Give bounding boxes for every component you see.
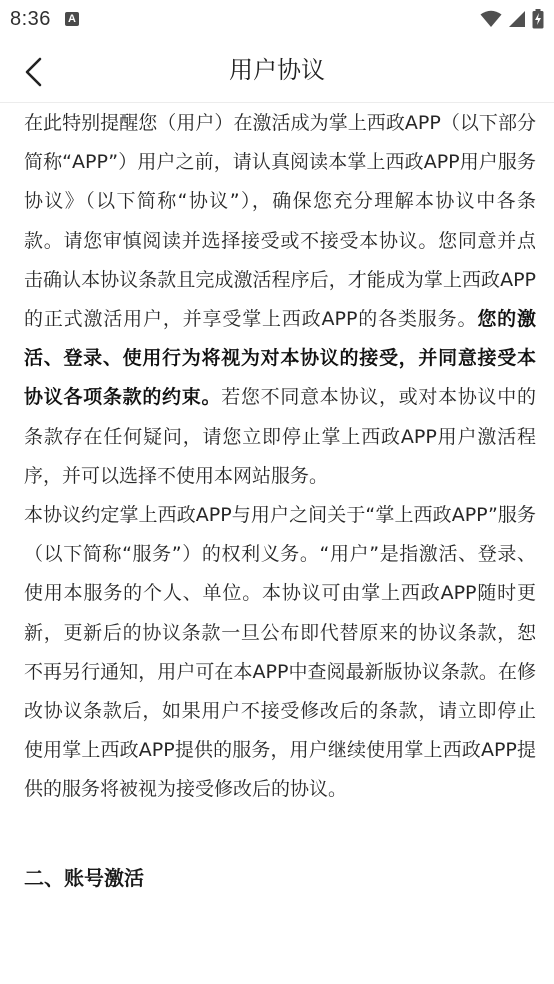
agreement-paragraph-1-tail: 若您不同意本协议，或对本协议中的条款存在任何疑问，请您立即停止掌上西政APP用户激活程序，并可以选择不使用本网站服务。: [24, 386, 536, 487]
agreement-content[interactable]: [24, 104, 536, 984]
agreement-paragraph-2: 本协议约定掌上西政APP与用户之间关于“掌上西政APP”服务（以下简称“服务”）的权利义务。“用户”是指激活、登录、使用本服务的个人、单位。本协议可由掌上西政APP随时更新，更新后的协议条款一旦公布即代替原来的协议条款，恕不再另行通知，用户可在本APP中查阅最新版协议条款。在修改协议条款后，如果用户不接受修改后的条款，请立即停止使用掌上西政APP提供的服务，用户继续使用掌上西政APP提供的服务将被视为接受修改后的协议。: [24, 504, 536, 801]
a-notification-icon: [65, 12, 79, 26]
back-button[interactable]: [14, 52, 54, 92]
section-heading-account-activation: 二、账号激活: [24, 865, 144, 890]
page-title: 用户协议: [229, 56, 325, 84]
agreement-bold-statement: 您的激活、登录、使用行为将视为对本协议的接受，并同意接受本协议各项条款的约束。: [24, 308, 536, 409]
cell-signal-icon: [508, 10, 526, 28]
agreement-paragraph-1-text: 在此特别提醒您（用户）在激活成为掌上西政APP（以下部分简称“APP”）用户之前，请认真阅读本掌上西政APP用户服务协议》（以下简称“协议”），确保您充分理解本协议中各条款。请您审慎阅读并选择接受或不接受本协议。您同意并点击确认本协议条款且完成激活程序后，才能成为掌上西政APP的正式激活用户，并享受掌上西政APP的各类服务。: [24, 112, 536, 331]
chevron-left-icon: [23, 57, 45, 87]
wifi-icon: [480, 10, 502, 28]
app-header: [0, 38, 554, 103]
agreement-paragraph-1: [24, 104, 536, 496]
status-icons: [480, 9, 544, 29]
status-bar: [0, 0, 554, 38]
status-time: 8:36: [10, 7, 51, 30]
battery-charging-icon: [532, 9, 544, 29]
